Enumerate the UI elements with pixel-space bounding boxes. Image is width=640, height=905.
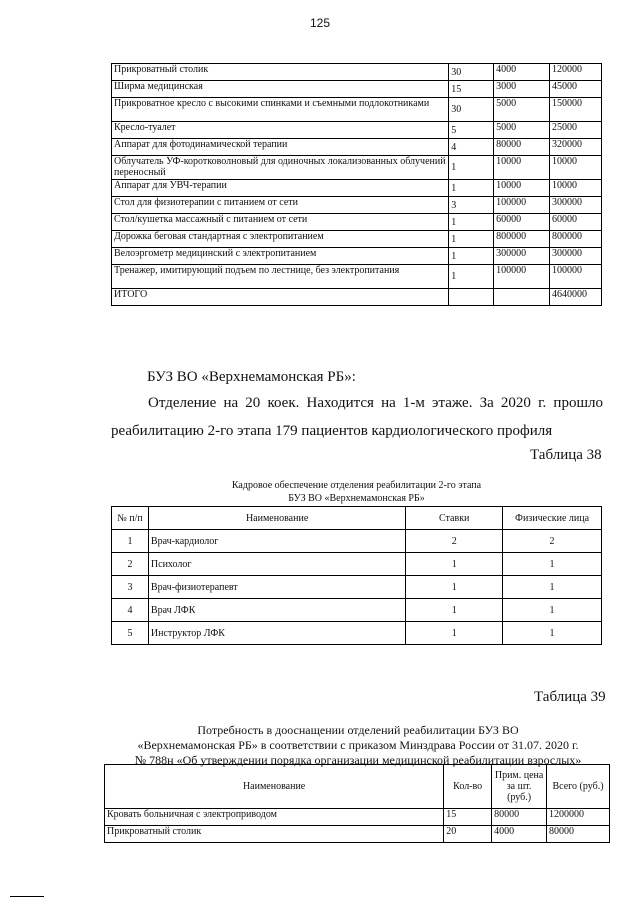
position-name: Врач ЛФК [148, 599, 405, 622]
table-row [112, 265, 602, 289]
item-price: 5000 [494, 98, 550, 122]
item-price: 4000 [492, 826, 547, 843]
header-qty: Кол-во [444, 765, 492, 809]
section-text-line1: Отделение на 20 коек. Находится на 1-м этаже. За 2020 г. прошло [148, 395, 603, 411]
item-price: 80000 [492, 809, 547, 826]
item-qty: 5 [449, 122, 494, 139]
item-qty: 30 [449, 64, 494, 81]
table-row [112, 122, 602, 139]
item-total: 25000 [550, 122, 602, 139]
item-qty: 1 [449, 156, 494, 180]
item-name: Облучатель УФ-коротковолновый для одиночных локализованных облучений переносный [112, 156, 449, 180]
item-price: 4000 [494, 64, 550, 81]
header-persons: Физические лица [503, 507, 602, 530]
table39-subtitle-line3: № 788н «Об утверждении порядка организации медицинской реабилитации взрослых» [134, 753, 582, 767]
persons-value: 1 [503, 622, 602, 645]
item-name: Дорожка беговая стандартная с электропитанием [112, 231, 449, 248]
table-row [105, 809, 610, 826]
equipment-needs-table [104, 764, 610, 843]
table-row [112, 530, 602, 553]
table39-subtitle [103, 723, 613, 768]
item-price: 10000 [494, 156, 550, 180]
row-number: 5 [112, 622, 149, 645]
item-total: 10000 [550, 180, 602, 197]
table-row [112, 231, 602, 248]
row-number: 3 [112, 576, 149, 599]
item-name: Ширма медицинская [112, 81, 449, 98]
item-name: Тренажер, имитирующий подъем по лестнице, без электропитания [112, 265, 449, 289]
item-price: 800000 [494, 231, 550, 248]
item-qty: 1 [449, 180, 494, 197]
table-row [112, 599, 602, 622]
table39-subtitle-line1: Потребность в дооснащении отделений реабилитации БУЗ ВО [197, 723, 519, 737]
table-row [112, 214, 602, 231]
persons-value: 1 [503, 599, 602, 622]
persons-value: 2 [503, 530, 602, 553]
total-value: 4640000 [550, 289, 602, 306]
item-total: 10000 [550, 156, 602, 180]
item-price: 5000 [494, 122, 550, 139]
table-row [112, 156, 602, 180]
table39-caption: Таблица 39 [534, 689, 606, 705]
header-num: № п/п [112, 507, 149, 530]
row-number: 1 [112, 530, 149, 553]
rates-value: 1 [406, 599, 503, 622]
row-number: 2 [112, 553, 149, 576]
section-title: БУЗ ВО «Верхнемамонская РБ»: [147, 369, 356, 385]
item-qty: 1 [449, 248, 494, 265]
rates-value: 2 [406, 530, 503, 553]
item-name: Кресло-туалет [112, 122, 449, 139]
item-total: 150000 [550, 98, 602, 122]
item-qty: 3 [449, 197, 494, 214]
table-row [112, 139, 602, 156]
rates-value: 1 [406, 622, 503, 645]
table-row [112, 248, 602, 265]
item-price: 60000 [494, 214, 550, 231]
header-rates: Ставки [406, 507, 503, 530]
item-total: 1200000 [547, 809, 610, 826]
item-total: 120000 [550, 64, 602, 81]
footnote-divider [10, 896, 44, 897]
item-name: Велоэргометр медицинский с электропитанием [112, 248, 449, 265]
item-total: 320000 [550, 139, 602, 156]
item-total: 300000 [550, 248, 602, 265]
header-price: Прим. цена за шт. (руб.) [492, 765, 547, 809]
item-name: Стол для физиотерапии с питанием от сети [112, 197, 449, 214]
total-label: ИТОГО [112, 289, 449, 306]
item-qty: 20 [444, 826, 492, 843]
table-row [112, 180, 602, 197]
header-name: Наименование [148, 507, 405, 530]
item-price: 10000 [494, 180, 550, 197]
item-total: 100000 [550, 265, 602, 289]
item-price: 100000 [494, 197, 550, 214]
row-number: 4 [112, 599, 149, 622]
table39-subtitle-line2: «Верхнемамонская РБ» в соответствии с приказом Минздрава России от 31.07. 2020 г. [137, 738, 579, 752]
table-row [112, 64, 602, 81]
item-total: 60000 [550, 214, 602, 231]
item-qty: 15 [449, 81, 494, 98]
item-total: 45000 [550, 81, 602, 98]
table38-subtitle-line2: БУЗ ВО «Верхнемамонская РБ» [288, 493, 425, 504]
table-row [112, 197, 602, 214]
item-price: 3000 [494, 81, 550, 98]
item-name: Прикроватный столик [105, 826, 444, 843]
item-price: 80000 [494, 139, 550, 156]
item-total: 800000 [550, 231, 602, 248]
item-name: Аппарат для фотодинамической терапии [112, 139, 449, 156]
table-row [105, 826, 610, 843]
item-qty: 1 [449, 231, 494, 248]
table-row [112, 622, 602, 645]
table-row [112, 98, 602, 122]
table38-subtitle [111, 479, 602, 505]
staffing-table [111, 506, 602, 645]
item-qty: 4 [449, 139, 494, 156]
item-price: 100000 [494, 265, 550, 289]
item-qty: 1 [449, 265, 494, 289]
total-row [112, 289, 602, 306]
page-number: 125 [309, 16, 331, 30]
item-name: Прикроватный столик [112, 64, 449, 81]
position-name: Врач-физиотерапевт [148, 576, 405, 599]
table38-caption: Таблица 38 [530, 447, 602, 463]
position-name: Инструктор ЛФК [148, 622, 405, 645]
item-name: Кровать больничная с электроприводом [105, 809, 444, 826]
position-name: Врач-кардиолог [148, 530, 405, 553]
rates-value: 1 [406, 553, 503, 576]
empty-cell [449, 289, 494, 306]
item-name: Стол/кушетка массажный с питанием от сети [112, 214, 449, 231]
persons-value: 1 [503, 553, 602, 576]
persons-value: 1 [503, 576, 602, 599]
section-text-line2: реабилитацию 2-го этапа 179 пациентов кардиологического профиля [111, 423, 553, 439]
item-total: 80000 [547, 826, 610, 843]
item-price: 300000 [494, 248, 550, 265]
item-qty: 30 [449, 98, 494, 122]
header-name: Наименование [105, 765, 444, 809]
item-name: Аппарат для УВЧ-терапии [112, 180, 449, 197]
position-name: Психолог [148, 553, 405, 576]
table-row [112, 553, 602, 576]
equipment-table-continued [111, 63, 602, 306]
item-qty: 1 [449, 214, 494, 231]
rates-value: 1 [406, 576, 503, 599]
header-total: Всего (руб.) [547, 765, 610, 809]
table38-subtitle-line1: Кадровое обеспечение отделения реабилитации 2-го этапа [231, 480, 482, 491]
table-row [112, 576, 602, 599]
table-row [112, 81, 602, 98]
item-qty: 15 [444, 809, 492, 826]
item-total: 300000 [550, 197, 602, 214]
item-name: Прикроватное кресло с высокими спинками и съемными подлокотниками [112, 98, 449, 122]
empty-cell [494, 289, 550, 306]
